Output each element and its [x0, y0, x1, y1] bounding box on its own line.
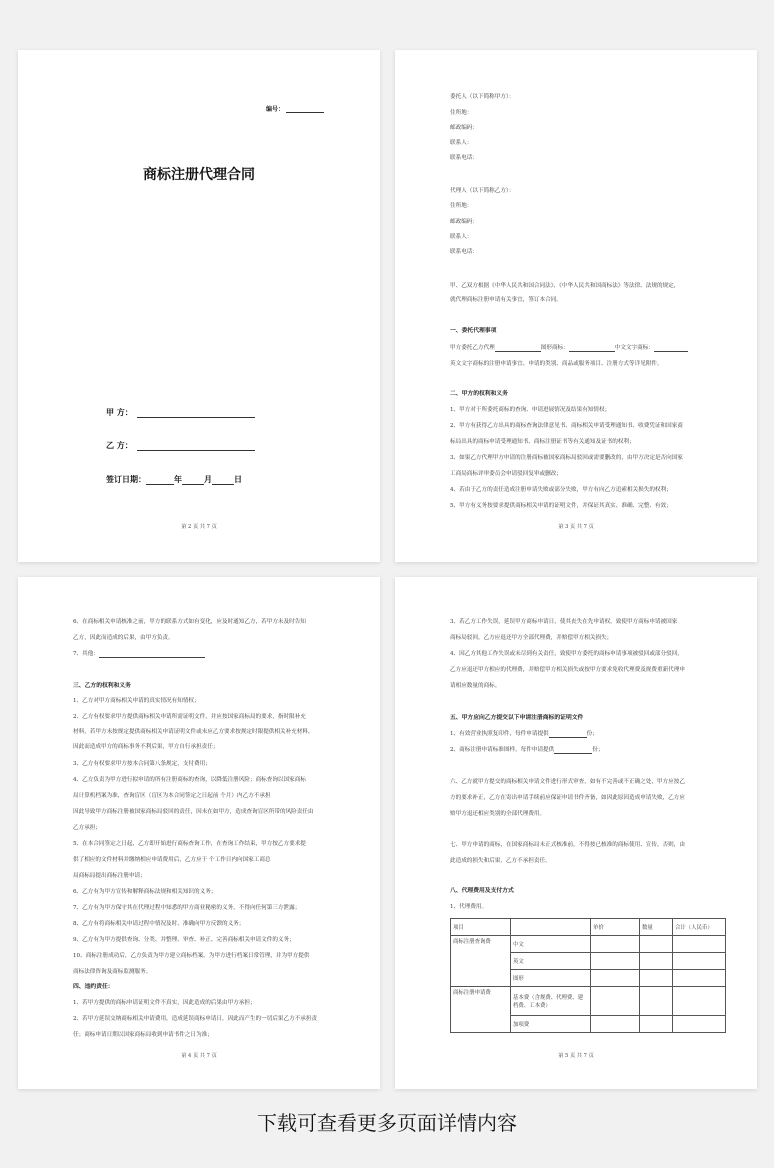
page-footer: 第 3 页 共 7 页	[558, 524, 594, 530]
text-line: 5、甲方有义务按要求提供商标相关申请的证明文件，并保证其真实、准确、完整、有效；	[450, 503, 672, 509]
text-line: 2、乙方有权要求甲方提供商标相关申请所需证明文件，并应按国家商标局的要求，指时限补充	[73, 714, 306, 720]
table-cell: 中文	[511, 936, 591, 953]
table-cell	[640, 970, 673, 987]
table-row	[451, 987, 726, 1016]
text-line: 4、乙方负责为甲方进行拟申请的所有注册商标的查询，以降低注册风险；商标查询以国家商标	[73, 777, 306, 783]
table-cell	[591, 936, 640, 953]
download-more-caption: 下载可查看更多页面详情内容	[257, 1111, 517, 1135]
text-line: 1、有效营业执照复印件，每件申请提供 份；	[450, 731, 598, 737]
contract-page-2	[395, 50, 757, 562]
text-line: 2、若甲方延误交纳商标相关申请费用，造成延误商标申请日，因此而产生的一切后果乙方不承担责	[73, 1016, 318, 1022]
text-line: 标局出具的商标申请受理通知书、商标注册证书等有关通知及证书的权利；	[450, 439, 635, 445]
text-line: 8、乙方有将商标相关申请过程中情况及时、准确向甲方反馈的义务；	[73, 921, 245, 927]
party-b-row: 乙 方：	[106, 440, 255, 451]
sign-date-row: 签订日期： 年 月 日	[106, 475, 242, 484]
text-line: 委托人（以下简称甲方）：	[450, 94, 515, 100]
text-line: 6、在商标相关申请核准之前，甲方的联系方式如有变化，应及时通知乙方，若甲方未及时告知	[73, 619, 306, 625]
table-cell: 商标注册查询费	[451, 936, 511, 987]
text-line: 3、乙方有权要求甲方按本合同第八条规定，支付费用；	[73, 761, 211, 767]
page-footer: 第 5 页 共 7 页	[558, 1053, 594, 1059]
table-cell	[673, 953, 726, 970]
table-cell	[640, 987, 673, 1016]
text-line: 乙方，因此而造成的后果，由甲方负责。	[73, 635, 174, 641]
text-line: 联系人：	[450, 140, 473, 146]
text-line: 邮政编码：	[450, 219, 478, 225]
text-line: 2、商标注册申请标准图样，每件申请提供 份；	[450, 747, 604, 753]
table-cell	[640, 953, 673, 970]
text-line: 2、甲方有获得乙方出具的商标查询法律意见书、商标相关申请受理通知书、收费凭证和国家商	[450, 423, 683, 429]
contract-page-3	[18, 577, 380, 1089]
text-line: 1、甲方对于所委托商标的查询、申请进展情况及结果有知情权；	[450, 407, 611, 413]
table-row	[451, 936, 726, 953]
table-header-cell: 项目	[451, 919, 511, 936]
number-blank	[286, 112, 324, 113]
table-cell	[591, 953, 640, 970]
text-line: 代理人（以下简称乙方）：	[450, 188, 515, 194]
table-cell	[591, 1016, 640, 1033]
text-line: 4、若由于乙方的责任造成注册申请失败或部分失败，甲方有向乙方追索相关损失的权利；	[450, 487, 672, 493]
text-line: 工商局商标评审委员会申请驳回复审或删改；	[450, 471, 562, 477]
party-b-blank	[137, 450, 255, 451]
table-cell	[673, 987, 726, 1016]
table-header-cell	[511, 919, 591, 936]
table-header-row	[451, 919, 726, 936]
text-line: 联系电话：	[450, 249, 478, 255]
table-cell	[591, 987, 640, 1016]
section-heading: 五、甲方应向乙方提交以下申请注册商标的证明文件	[450, 715, 584, 721]
text-line: 3、若乙方工作失误，延误甲方商标申请日，使其丧失在先申请权，致使甲方商标申请被国家	[450, 619, 678, 625]
text-line: 甲方委托乙方代理 图形商标： 中文文字商标：	[450, 345, 688, 352]
text-line: 六、乙方就甲方提交的商标相关申请文件进行形式审查，如有不完善或不正确之处，甲方应按乙	[450, 779, 685, 785]
table-header-cell: 单价	[591, 919, 640, 936]
text-line: 4、因乙方其他工作失误或未尽到有关责任，致使甲方委托的商标申请事项被驳回或部分驳回，	[450, 651, 683, 657]
text-line: 就代理商标注册申请有关事宜，签订本合同。	[450, 297, 562, 303]
fee-table	[450, 918, 726, 1033]
text-line: 局商标局提出商标注册申请；	[73, 873, 146, 879]
text-line: 乙方承担；	[73, 825, 101, 831]
table-header-cell: 数量	[640, 919, 673, 936]
contract-number: 编号：	[266, 104, 324, 113]
section-heading: 八、代理费用及支付方式	[450, 888, 514, 894]
table-cell	[640, 936, 673, 953]
text-line: 1、乙方对甲方商标相关申请的真实情况有知情权；	[73, 698, 200, 704]
text-line: 6、乙方有为甲方宣传和解释商标法规和相关知识的义务；	[73, 889, 217, 895]
table-cell	[673, 1016, 726, 1033]
text-line: 7、其他：	[73, 651, 205, 658]
text-line: 局计算机档案为准，查询盲区（盲区为本合同签定之日起前 个月）内乙方不承担	[73, 793, 271, 799]
text-line: 1、代理费用。	[450, 904, 488, 910]
text-line: 邮政编码：	[450, 125, 478, 131]
party-a-row: 甲 方：	[106, 407, 255, 418]
table-cell: 英文	[511, 953, 591, 970]
text-line: 乙方应退还甲方相应的代理费，并赔偿甲方相关损失或按甲方要求免收代理费及规费重新代理申	[450, 667, 685, 673]
table-header-cell: 合计（人民币）	[673, 919, 726, 936]
text-line: 联系人：	[450, 234, 473, 240]
text-line: 赔甲方退还相应类别的全部代理费用。	[450, 811, 546, 817]
contract-title: 商标注册代理合同	[143, 167, 255, 183]
section-heading: 一、委托代理事项	[450, 328, 497, 334]
table-cell: 基本费（含规费、代理费、建档费、工本费）	[511, 987, 591, 1016]
text-line: 联系电话：	[450, 155, 478, 161]
text-line: 9、乙方有为甲方提供查询、分类、并整理、审查、补正、完善商标相关申请文件的义务；	[73, 937, 295, 943]
section-heading: 四、违约责任：	[73, 984, 114, 990]
text-line: 住所地：	[450, 203, 473, 209]
table-cell	[673, 936, 726, 953]
text-line: 七、甲方申请的商标，在国家商标局未正式核准前，不得按已核准的商标使用、宣传，否则，由	[450, 842, 685, 848]
text-line: 请相应数量的商标。	[450, 683, 501, 689]
text-line: 因此导致甲方商标注册被国家商标局驳回的责任，因未在如甲方，造成查询盲区所带的风险责任由	[73, 809, 314, 815]
text-line: 7、乙方有为甲方保守其在代理过程中知悉的甲方商业秘密的义务，不得向任何第三方泄露；	[73, 905, 301, 911]
text-line: 商标法律咨询及商标监测服务。	[73, 969, 152, 975]
table-cell: 加项费	[511, 1016, 591, 1033]
text-line: 材料，若甲方未按规定提供商标相关申请证明文件或未应乙方要求按规定时限提供相关补充材料，	[73, 729, 314, 735]
text-line: 1、若甲方提供的商标申请证明文件不真实，因此造成的后果由甲方承担；	[73, 1000, 256, 1006]
text-line: 3、如果乙方代理甲方申请的注册商标被国家商标局驳回或需要删改的，由甲方决定是否向国家	[450, 455, 683, 461]
contract-cover-page	[18, 50, 380, 562]
contract-page-4	[395, 577, 757, 1089]
text-line: 英文文字商标的注册申请事宜、申请的类别、商品或服务项目、注册方式等详见附件。	[450, 361, 663, 367]
table-cell: 图形	[511, 970, 591, 987]
table-cell	[640, 1016, 673, 1033]
text-line: 5、在本合同签定之日起，乙方即开始进行商标查询工作，在查询工作结束，甲方按乙方要求提	[73, 841, 306, 847]
section-heading: 三、乙方的权利和义务	[73, 683, 131, 689]
text-line: 任；商标申请日期以国家商标局收到申请书件之日为准；	[73, 1032, 213, 1038]
text-line: 10、商标注册成功后，乙方负责为甲方建立商标档案，为甲方进行档案日常管理，并为甲方提供	[73, 953, 310, 959]
table-cell: 商标注册申请费	[451, 987, 511, 1033]
text-line: 方的要求补正，乙方在寄出申请手续前应保证申请书件齐备，如因此原因造成申请失败，乙方应	[450, 795, 685, 801]
page-footer: 第 4 页 共 7 页	[181, 1053, 217, 1059]
text-line: 住所地：	[450, 110, 473, 116]
table-cell	[673, 970, 726, 987]
party-a-blank	[137, 417, 255, 418]
section-heading: 二、甲方的权利和义务	[450, 391, 508, 397]
table-cell	[591, 970, 640, 987]
page-footer: 第 2 页 共 7 页	[181, 524, 217, 530]
text-line: 甲、乙双方根据《中华人民共和国合同法》、《中华人民共和国商标法》等法律、法规的规定，	[450, 283, 680, 289]
text-line: 商标局驳回，乙方应退还甲方全部代理费，并赔偿甲方相关损失；	[450, 635, 613, 641]
text-line: 供了相应的文件材料并缴纳相应申请费用后，乙方应于 个工作日内向国家工商总	[73, 857, 271, 863]
text-line: 此造成的损失和后果，乙方不承担责任。	[450, 858, 551, 864]
text-line: 因此而造成甲方的商标事务不利后果，甲方自行承担责任；	[73, 744, 219, 750]
